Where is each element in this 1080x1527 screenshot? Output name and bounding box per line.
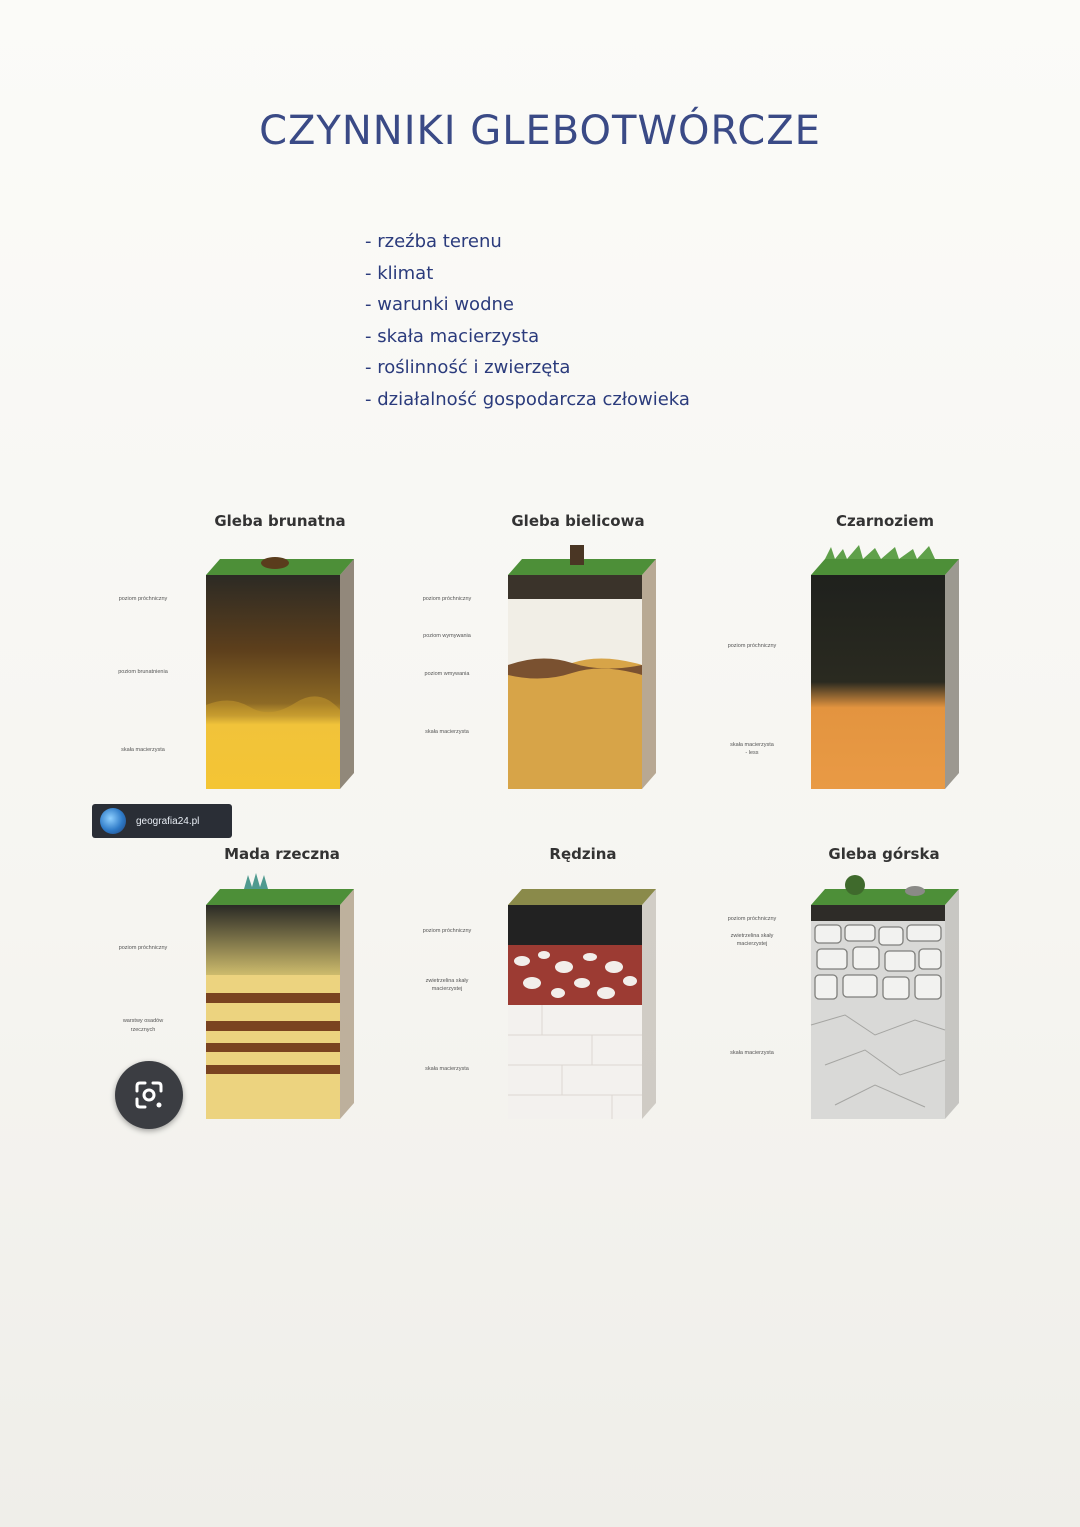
horizon-label: macierzystej — [736, 941, 768, 947]
horizon-label: poziom wmywania — [424, 671, 470, 677]
geografia24-watermark — [92, 804, 232, 838]
page-title: CZYNNIKI GLEBOTWÓRCZE — [259, 108, 821, 154]
soil-title-gleba-gorska: Gleba górska — [828, 845, 940, 863]
horizon-label: zwietrzelina skały — [730, 933, 774, 939]
soil-title-redzina: Rędzina — [549, 845, 617, 863]
factor-item: - roślinność i zwierzęta — [365, 352, 690, 384]
horizon-label: poziom wymywania — [423, 633, 471, 639]
horizon-label: rzecznych — [130, 1027, 156, 1033]
horizon-label: skała macierzysta — [730, 1050, 774, 1056]
soil-title-gleba-brunatna: Gleba brunatna — [214, 512, 346, 530]
soil-profile-mada-rzeczna — [200, 875, 360, 1125]
horizon-label: warstwy osadów — [122, 1018, 164, 1024]
factor-item: - rzeźba terenu — [365, 226, 690, 258]
watermark-text: geografia24.pl — [136, 815, 200, 827]
factor-item: - działalność gospodarcza człowieka — [365, 384, 690, 416]
reed-icon — [244, 873, 268, 889]
globe-icon — [100, 808, 126, 834]
google-lens-icon — [115, 1061, 183, 1129]
horizon-label: poziom próchniczny — [118, 945, 168, 951]
horizon-label: poziom próchniczny — [727, 643, 777, 649]
grass-icon — [825, 545, 935, 559]
factor-item: - klimat — [365, 258, 690, 290]
soil-title-czarnoziem: Czarnoziem — [836, 512, 934, 530]
horizon-label: skała macierzysta — [121, 747, 165, 753]
soil-profile-czarnoziem — [805, 545, 965, 795]
horizon-label: skała macierzysta — [425, 729, 469, 735]
soil-title-mada-rzeczna: Mada rzeczna — [224, 845, 340, 863]
rock-icon — [905, 886, 925, 896]
soil-title-gleba-bielicowa: Gleba bielicowa — [511, 512, 645, 530]
factor-item: - warunki wodne — [365, 289, 690, 321]
soil-profile-redzina — [502, 875, 662, 1125]
google-lens-button[interactable] — [115, 1061, 183, 1129]
horizon-label: macierzystej — [431, 986, 463, 992]
horizon-label: poziom próchniczny — [422, 928, 472, 934]
horizon-label: poziom próchniczny — [422, 596, 472, 602]
horizon-label: zwietrzelina skały — [425, 978, 469, 984]
soil-profile-gleba-brunatna — [200, 545, 360, 795]
horizon-label: poziom próchniczny — [118, 596, 168, 602]
soil-profile-gleba-bielicowa — [502, 545, 662, 795]
horizon-label: skała macierzysta — [425, 1066, 469, 1072]
factor-item: - skała macierzysta — [365, 321, 690, 353]
horizon-label: poziom próchniczny — [727, 916, 777, 922]
horizon-label: poziom brunatnienia — [118, 669, 168, 675]
soil-factors-list — [365, 226, 690, 415]
horizon-label: - less — [745, 750, 759, 756]
horizon-label: skała macierzysta — [730, 742, 774, 748]
shrub-icon — [845, 875, 865, 895]
soil-profile-gleba-gorska — [805, 875, 965, 1125]
tree-stump-icon — [261, 557, 289, 569]
tree-stump-icon — [570, 545, 584, 565]
